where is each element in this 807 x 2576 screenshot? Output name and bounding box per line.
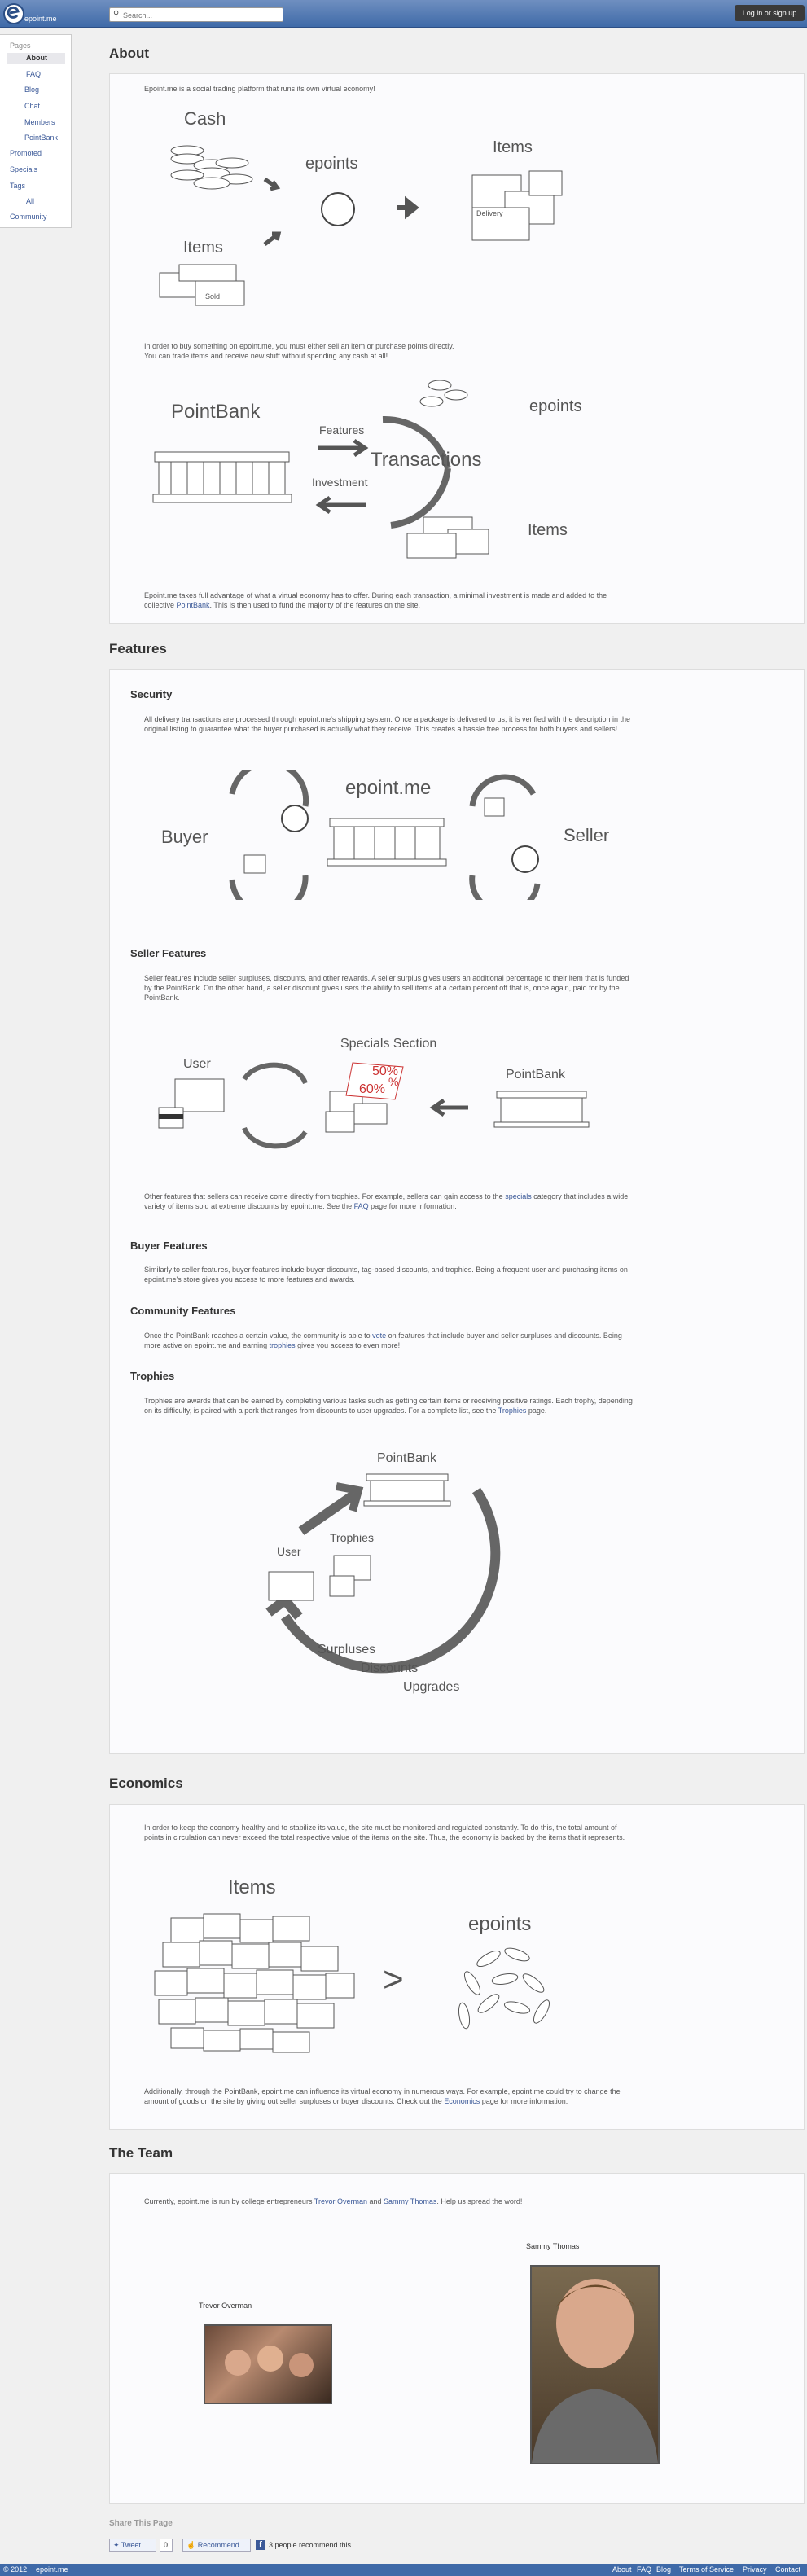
sidebar-item-about[interactable]: About (7, 53, 65, 64)
label-epoints-2: epoints (529, 397, 582, 415)
label-sold: Sold (205, 292, 221, 301)
sidebar-item-faq[interactable]: FAQ (26, 70, 42, 78)
sidebar-item-pointbank[interactable]: PointBank (24, 134, 59, 142)
tweet-count: 0 (160, 2539, 173, 2552)
label-features: Features (319, 423, 365, 437)
epoint-coin-icon (282, 805, 308, 832)
bank-building-icon (327, 818, 446, 866)
economics-heading: Economics (109, 1775, 183, 1791)
portrait-photo-icon (532, 2267, 658, 2463)
recommend-button[interactable]: ☝ Recommend (182, 2539, 251, 2552)
economics-diagram (147, 1869, 586, 2073)
footer-link-blog[interactable]: Blog (656, 2565, 672, 2574)
security-heading: Security (130, 688, 173, 700)
specials-link[interactable]: specials (505, 1192, 532, 1200)
label-epoints: epoints (305, 155, 358, 173)
search-icon: ⚲ (113, 10, 120, 19)
label-buyer: Buyer (161, 827, 208, 847)
cycle-arrow-icon (232, 875, 305, 900)
boxes-icon (407, 517, 489, 558)
cycle-arrow-icon (232, 770, 306, 806)
footer-link-about[interactable]: About (612, 2565, 632, 2574)
economics-text2: Additionally, through the PointBank, epoint.me can influence its virtual economy in numerous ways. For example, epoint.me could try to change the amount of goods on the site by giving out seller surpluses or buyer discounts. Check out the Economics page for more information. (144, 2087, 621, 2105)
login-button[interactable]: Log in or sign up (735, 5, 805, 21)
tweet-button[interactable]: ✦ Tweet (109, 2539, 156, 2552)
faq-link[interactable]: FAQ (353, 1202, 369, 1210)
label-epoint-me: epoint.me (345, 777, 432, 799)
security-diagram (155, 770, 627, 900)
sidebar-item-promoted[interactable]: Promoted (10, 149, 42, 157)
arrow-left-icon (433, 1100, 468, 1115)
bar-icon (159, 1114, 183, 1119)
sidebar-item-members[interactable]: Members (24, 118, 55, 126)
logo-text[interactable]: epoint.me (24, 15, 57, 23)
trevor-photo[interactable] (204, 2324, 332, 2404)
sidebar-item-all[interactable]: All (26, 197, 35, 205)
about-intro: Epoint.me is a social trading platform that runs its own virtual economy! (144, 85, 375, 93)
trophies-page-link[interactable]: Trophies (498, 1406, 527, 1415)
about-para2: In order to buy something on epoint.me, you must either sell an item or purchase points directly. You can trade items and receive new stuff without spending any cash at all! (144, 342, 454, 360)
label-trophies: Trophies (330, 1531, 374, 1544)
label-items-2: Items (528, 521, 568, 539)
share-heading: Share This Page (109, 2519, 173, 2528)
features-heading: Features (109, 641, 167, 656)
group-photo-icon (205, 2326, 331, 2403)
specials-diagram (151, 1030, 623, 1152)
label-surpluses: Surpluses (318, 1643, 376, 1657)
label-items-top: Items (493, 138, 533, 156)
label-user-2: User (277, 1545, 301, 1558)
cycle-arrow-icon (383, 419, 448, 525)
team-text: Currently, epoint.me is run by college entrepreneurs Trevor Overman and Sammy Thomas. Help us spread the word! (144, 2197, 523, 2205)
footer-link-terms[interactable]: Terms of Service (679, 2565, 735, 2574)
member-name-sammy: Sammy Thomas (526, 2242, 580, 2250)
economics-link[interactable]: Economics (444, 2097, 480, 2105)
sidebar (0, 34, 72, 228)
trophy-box-icon (330, 1556, 371, 1596)
search-input[interactable] (123, 10, 278, 20)
trophies-diagram (257, 1442, 533, 1706)
arrow-icon (397, 201, 415, 214)
recommend-count-text: 3 people recommend this. (269, 2541, 353, 2549)
epoint-coin-icon (512, 846, 538, 872)
boxes-pile-icon (155, 1914, 354, 2052)
label-delivery: Delivery (476, 209, 503, 217)
sidebar-item-blog[interactable]: Blog (24, 86, 40, 94)
about-heading: About (109, 46, 150, 61)
label-transactions: Transactions (371, 449, 482, 471)
economy-diagram (155, 102, 611, 309)
label-pct1: 50% (372, 1064, 399, 1078)
box-icon (244, 855, 265, 873)
footer-brand[interactable]: epoint.me (36, 2565, 68, 2574)
cycle-arrow-icon (472, 875, 537, 900)
arrow-right-icon (318, 441, 365, 455)
bank-building-icon (153, 452, 292, 502)
cycle-arrow-icon (244, 1128, 305, 1146)
bank-building-icon (364, 1474, 450, 1506)
pointbank-diagram (147, 371, 603, 578)
twitter-icon: ✦ (113, 2541, 120, 2549)
about-para3: Epoint.me takes full advantage of what a virtual economy has to offer. During each transaction, a minimal investment is made and added to the collective PointBank. This is then used to fund the majority of the features on the site. (144, 591, 607, 609)
facebook-icon: f (256, 2540, 265, 2550)
security-text: All delivery transactions are processed through epoint.me's shipping system. Once a package is delivered to us, it is verified with the description in the original listing to guarantee what the buyer purchased is actually what they receive. This creates a hassle free process for both buyers and sellers! (144, 715, 631, 733)
label-specials-section: Specials Section (340, 1037, 437, 1051)
trophies-link[interactable]: trophies (269, 1341, 296, 1349)
arrowhead-icon (269, 1600, 299, 1617)
box-icon (485, 798, 504, 816)
arrow-icon (265, 234, 279, 244)
label-items-3: Items (228, 1876, 276, 1898)
label-epoints-3: epoints (468, 1913, 532, 1935)
team-heading: The Team (109, 2145, 173, 2161)
sidebar-item-chat[interactable]: Chat (24, 102, 41, 110)
arrow-icon (265, 179, 277, 189)
boxes-icon (472, 171, 562, 240)
label-discounts: Discounts (361, 1661, 419, 1675)
user-house-icon (269, 1572, 314, 1600)
arrow-left-icon (319, 498, 366, 512)
label-pointbank-3: PointBank (377, 1451, 436, 1465)
label-greater-than: > (383, 1959, 404, 1999)
pointbank-link[interactable]: PointBank (176, 601, 210, 609)
coins-pile-icon (457, 1946, 552, 2030)
community-features-heading: Community Features (130, 1305, 236, 1317)
sammy-link[interactable]: Sammy Thomas (384, 2197, 437, 2205)
label-cash: Cash (184, 108, 226, 129)
buyer-features-text: Similarly to seller features, buyer features include buyer discounts, tag-based discounts, and trophies. Being a frequent user and purchasing items on epoint.me's store gives you access to more features and awards. (144, 1266, 628, 1284)
coins-icon (420, 380, 467, 406)
arrow-icon (301, 1494, 354, 1531)
footer (0, 2564, 807, 2576)
search-box[interactable] (109, 7, 283, 22)
label-pct3: % (388, 1075, 399, 1088)
vote-link[interactable]: vote (372, 1332, 387, 1340)
label-user: User (183, 1057, 211, 1071)
label-investment: Investment (312, 476, 368, 489)
seller-features-heading: Seller Features (130, 947, 207, 959)
seller-features-text: Seller features include seller surpluses, discounts, and other rewards. A seller surplus gives users an additional percentage to their item that is funded by the PointBank. On the other hand, a seller discount gives users the ability to sell items at a certain percent off that is, once again, paid for by the PointBank. (144, 974, 629, 1002)
community-features-text: Once the PointBank reaches a certain value, the community is able to vote on features that include buyer and seller surpluses and discounts. Being more active on epoint.me and earning trophies gives you access to even more! (144, 1332, 622, 1349)
logo-icon[interactable] (3, 3, 24, 24)
label-pointbank: PointBank (171, 401, 261, 423)
label-seller: Seller (564, 825, 610, 845)
trophies-text: Trophies are awards that can be earned by completing various tasks such as getting certain items or receiving positive ratings. Each trophy, depending on its difficulty, is paired with a perk that ranges from discounts to user upgrades. For a complete list, see the Trophies page. (144, 1397, 633, 1415)
sidebar-item-specials[interactable]: Specials (10, 165, 38, 173)
label-upgrades: Upgrades (403, 1680, 460, 1694)
member-name-trevor: Trevor Overman (199, 2302, 252, 2310)
top-bar (0, 0, 807, 28)
buyer-features-heading: Buyer Features (130, 1240, 208, 1252)
trevor-link[interactable]: Trevor Overman (314, 2197, 367, 2205)
thumbs-up-icon: ☝ (186, 2541, 196, 2549)
sammy-photo[interactable] (530, 2265, 660, 2464)
trophies-heading: Trophies (130, 1370, 175, 1382)
sidebar-item-tags[interactable]: Tags (10, 182, 26, 190)
footer-link-contact[interactable]: Contact (775, 2565, 801, 2574)
sidebar-pages-label: Pages (10, 42, 31, 50)
label-pointbank-2: PointBank (506, 1068, 565, 1082)
footer-link-privacy[interactable]: Privacy (743, 2565, 767, 2574)
label-pct2: 60% (359, 1082, 386, 1096)
bank-building-icon (494, 1091, 589, 1127)
copyright-text: © 2012 (3, 2565, 28, 2574)
footer-link-faq[interactable]: FAQ (637, 2565, 652, 2574)
user-house-icon (159, 1079, 224, 1128)
cycle-arrow-icon (244, 1065, 305, 1083)
economics-text: In order to keep the economy healthy and to stabilize its value, the site must be monitored and regulated constantly. To do this, the total amount of points in circulation can never exceed the total respective value of the items on the site. Thus, the economy is backed by the items that it represents. (144, 1823, 625, 1841)
seller-features-text2: Other features that sellers can receive come directly from trophies. For example, sellers can gain access to the specials category that includes a wide variety of items sold at extreme discounts by epoint.me. See the FAQ page for more information. (144, 1192, 629, 1210)
boxes-icon (160, 265, 244, 305)
epoint-coin-icon (322, 193, 354, 226)
sidebar-item-community[interactable]: Community (10, 213, 47, 221)
label-items-bottom: Items (183, 239, 223, 257)
coins-icon (171, 146, 252, 189)
